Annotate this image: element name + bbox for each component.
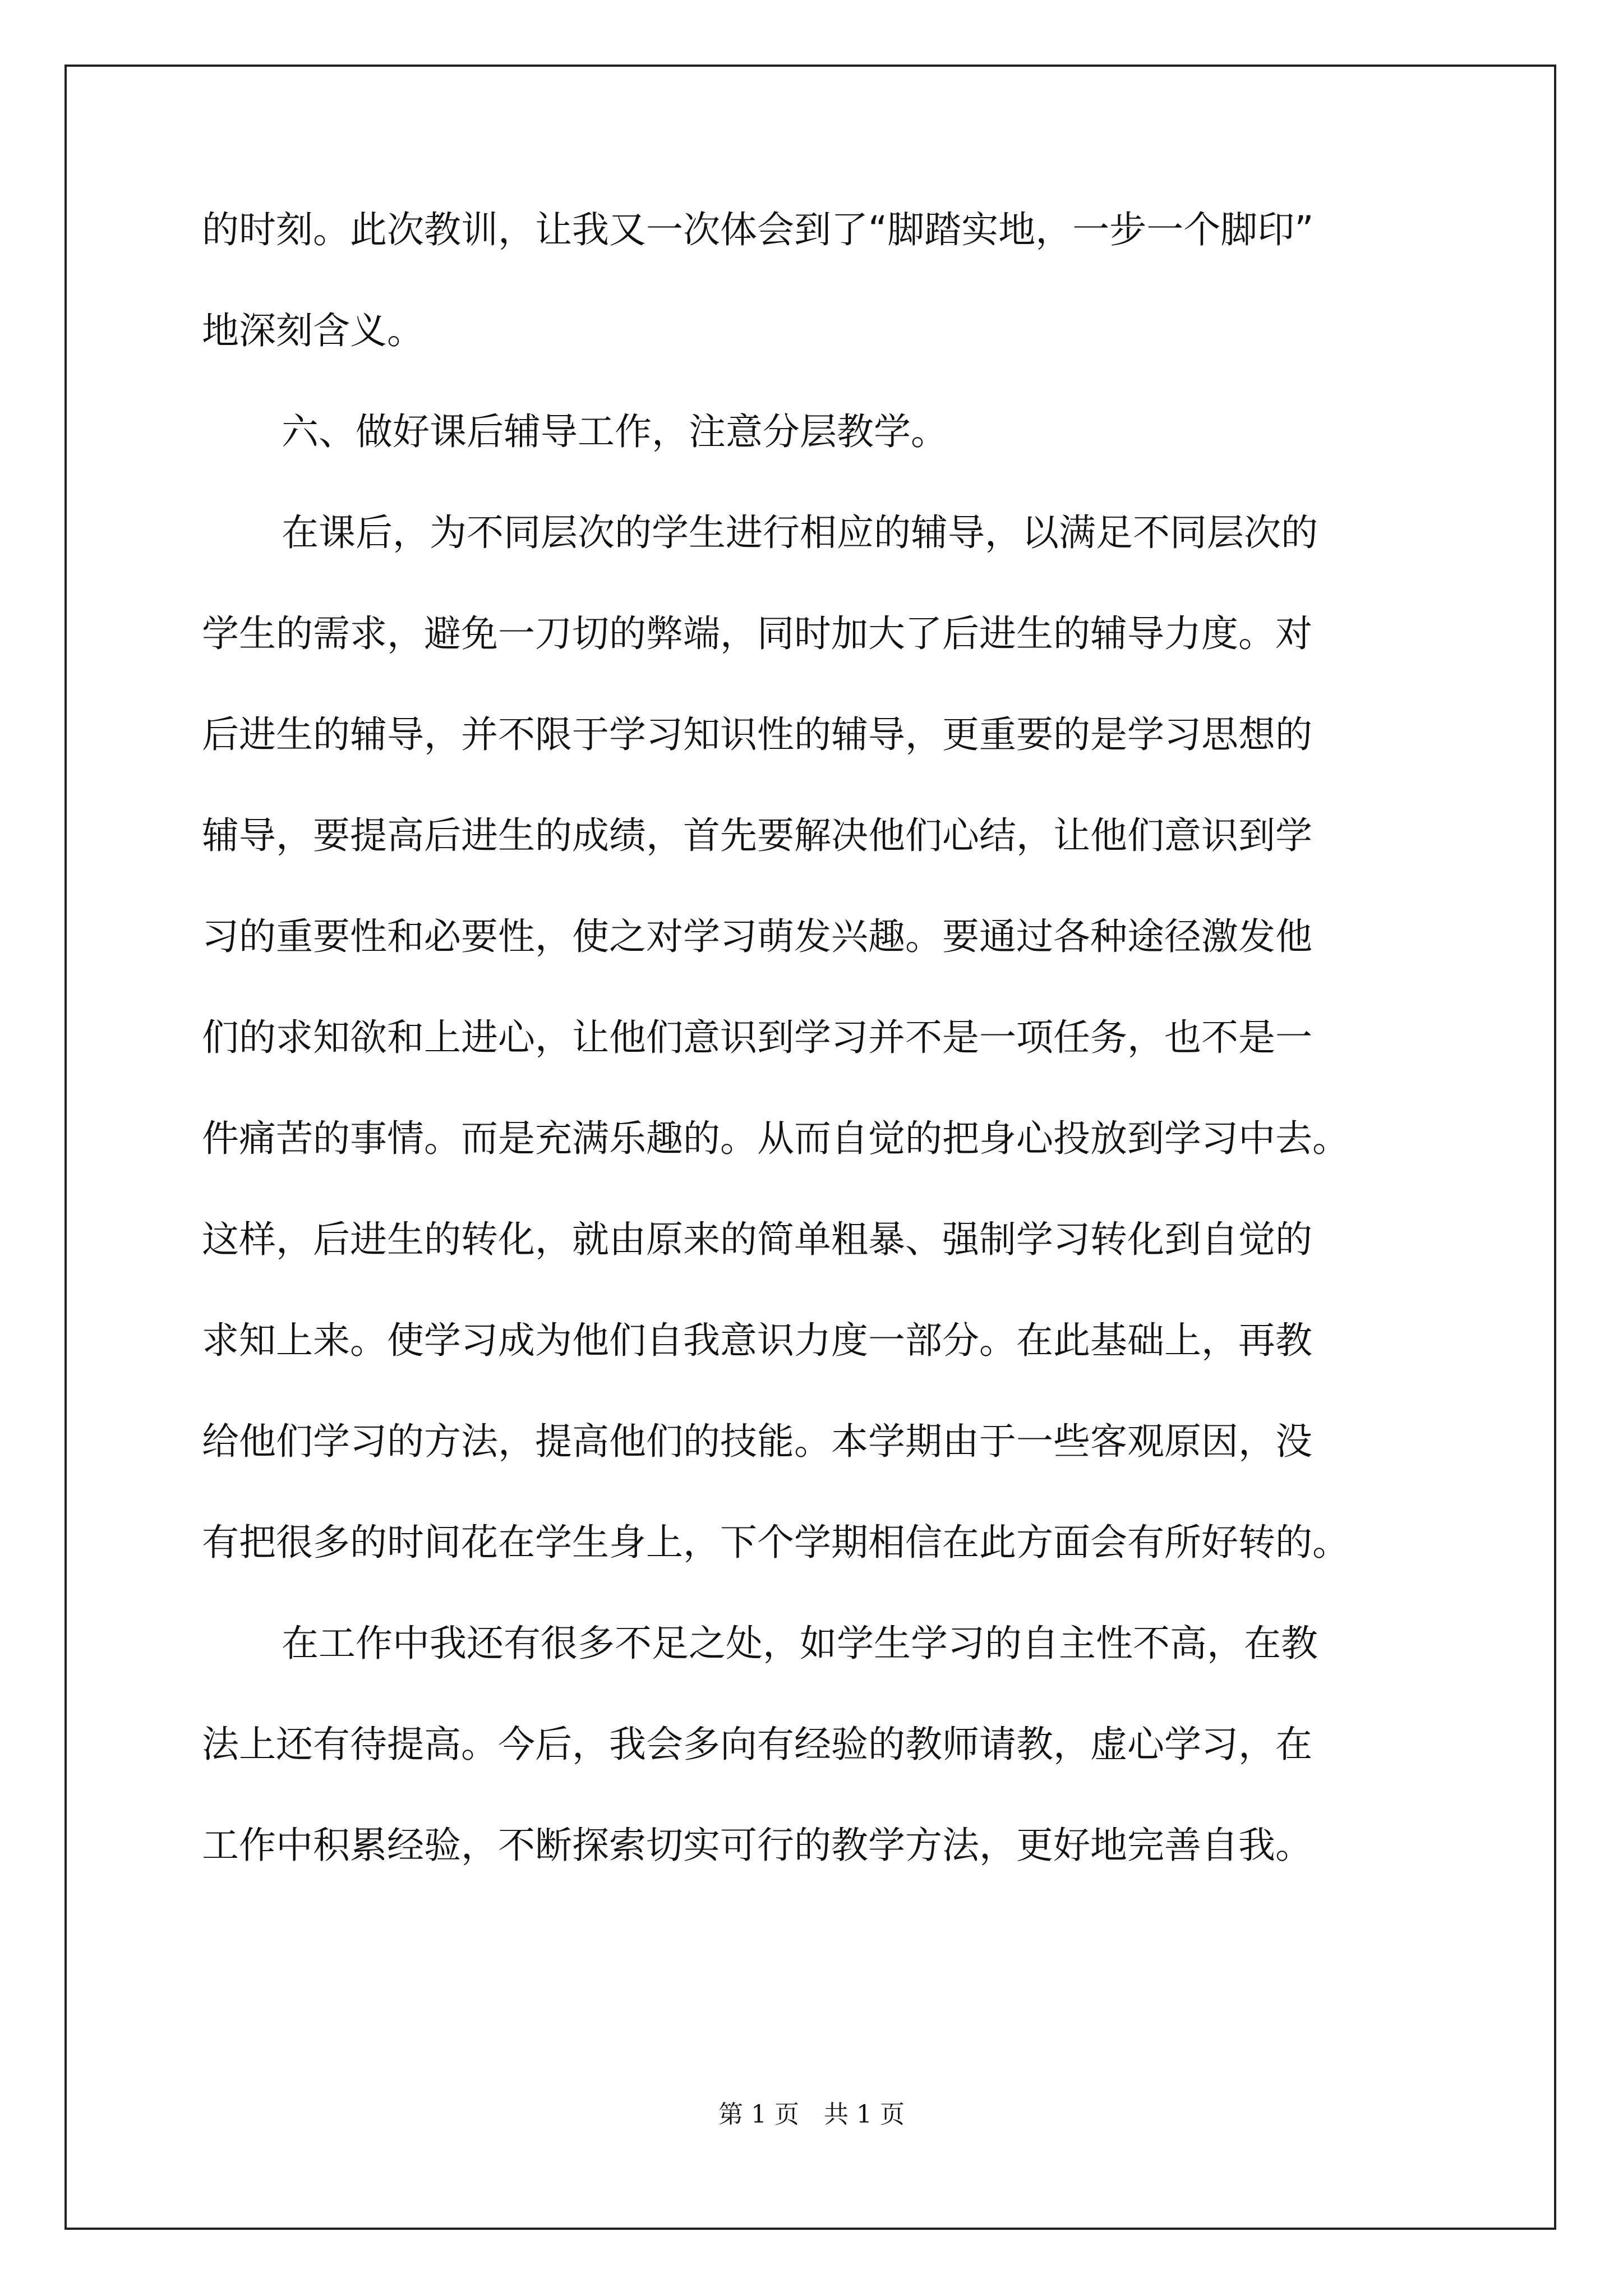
text-line: 学生的需求，避免一刀切的弊端，同时加大了后进生的辅导力度。对 xyxy=(202,612,1312,655)
text-line: 件痛苦的事情。而是充满乐趣的。从而自觉的把身心投放到学习中去。 xyxy=(202,1117,1349,1160)
text-line: 在工作中我还有很多不足之处，如学生学习的自主性不高，在教 xyxy=(282,1622,1318,1665)
section-heading: 六、做好课后辅导工作，注意分层教学。 xyxy=(282,410,948,453)
text-line: 这样，后进生的转化，就由原来的简单粗暴、强制学习转化到自觉的 xyxy=(202,1218,1312,1261)
text-line: 地深刻含义。 xyxy=(202,309,424,352)
text-line: 法上还有待提高。今后，我会多向有经验的教师请教，虚心学习，在 xyxy=(202,1723,1312,1766)
text-line: 有把很多的时间花在学生身上，下个学期相信在此方面会有所好转的。 xyxy=(202,1521,1349,1564)
text-line: 习的重要性和必要性，使之对学习萌发兴趣。要通过各种途径激发他 xyxy=(202,915,1312,958)
text-line: 们的求知欲和上进心，让他们意识到学习并不是一项任务，也不是一 xyxy=(202,1016,1312,1059)
text-line: 求知上来。使学习成为他们自我意识力度一部分。在此基础上，再教 xyxy=(202,1319,1312,1362)
text-line: 后进生的辅导，并不限于学习知识性的辅导，更重要的是学习思想的 xyxy=(202,713,1312,756)
text-line: 工作中积累经验，不断探索切实可行的教学方法，更好地完善自我。 xyxy=(202,1824,1312,1867)
page-number-footer: 第 1 页 共 1 页 xyxy=(718,2100,905,2129)
text-line: 的时刻。此次教训，让我又一次体会到了“脚踏实地，一步一个脚印” xyxy=(202,208,1314,251)
text-line: 在课后，为不同层次的学生进行相应的辅导，以满足不同层次的 xyxy=(282,511,1318,554)
text-line: 给他们学习的方法，提高他们的技能。本学期由于一些客观原因，没 xyxy=(202,1420,1312,1463)
text-line: 辅导，要提高后进生的成绩，首先要解决他们心结，让他们意识到学 xyxy=(202,814,1312,857)
